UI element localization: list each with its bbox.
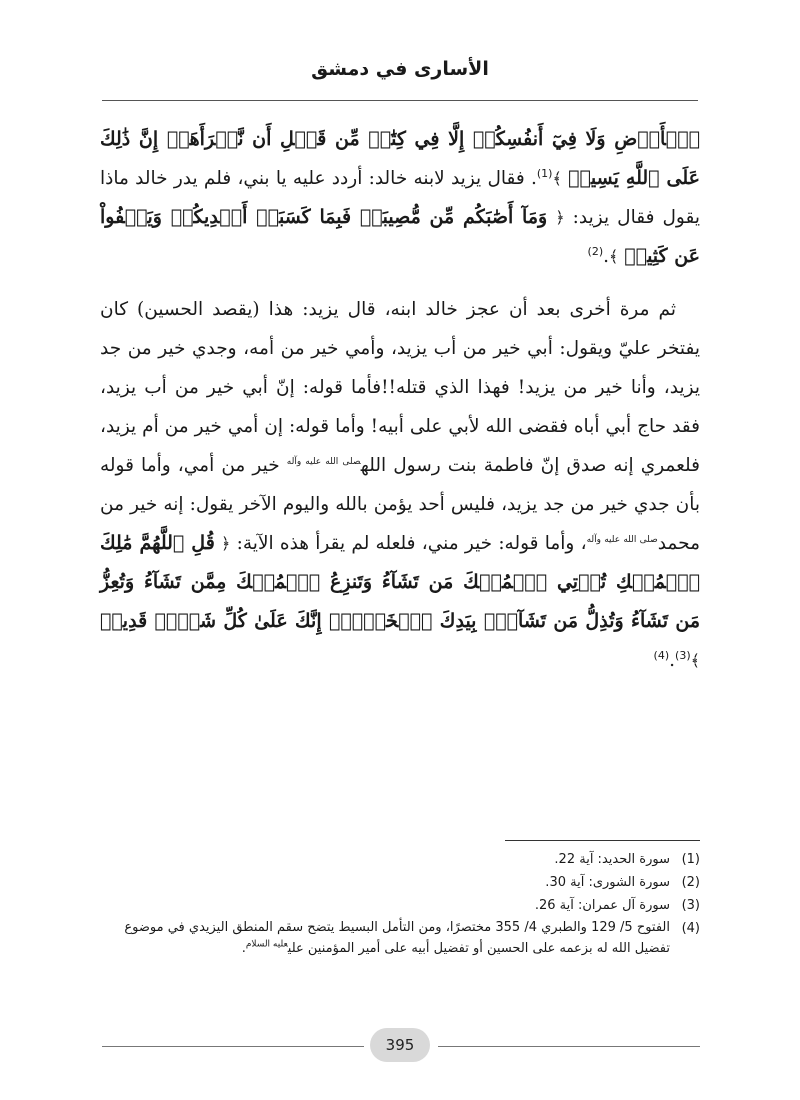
sentence-end: . bbox=[603, 246, 609, 267]
footnote-text: سورة آل عمران: آية 26. bbox=[534, 898, 670, 913]
quran-verse-3: قُلِ ٱللَّهُمَّ مَٰلِكَ ٱلۡمُلۡكِ تُؤۡتِي ٱلۡمُلۡكَ مَن تَشَآءُ وَتَنزِعُ ٱلۡمُلۡكَ مِمَّن تَشَآءُ وَتُعِزُّ مَن تَشَآءُ وَتُذِلُّ مَن تَشَآءُۖ بِيَدِكَ ٱلۡخَيۡرُۖ إِنَّكَ عَلَىٰ كُلِّ شَيۡءٖ قَدِيرٞ bbox=[100, 532, 700, 632]
footnote-number: (4) bbox=[681, 921, 700, 936]
footnote-item bbox=[110, 871, 700, 894]
footnote-number: (2) bbox=[681, 875, 700, 890]
paragraph-2-text-c: ، وأما قوله: خير مني، فلعله لم يقرأ هذه الآية: bbox=[236, 533, 587, 554]
quran-verse-1: ٱلۡأَرۡضِ وَلَا فِيٓ أَنفُسِكُمۡ إِلَّا فِي كِتَٰبٖ مِّن قَبۡلِ أَن نَّبۡرَأَهَآۚ إِنَّ ذَٰلِكَ عَلَى ٱللَّهِ يَسِيرٞ bbox=[100, 128, 700, 189]
footnote-item bbox=[110, 848, 700, 871]
footnote-number: (1) bbox=[681, 852, 700, 867]
footnote-text: سورة الحديد: آية 22. bbox=[554, 852, 670, 867]
body-text bbox=[100, 120, 700, 680]
footnote-ref-4: (4) bbox=[653, 648, 670, 662]
sentence-end: . bbox=[669, 650, 676, 671]
footnote-number: (3) bbox=[681, 898, 700, 913]
ornate-bracket-close: ﴾ bbox=[690, 651, 700, 670]
footnote-text bbox=[110, 917, 670, 959]
paragraph-2-text-b: خير من أمي، وأما قوله بأن جدي خير من جد يزيد، فليس أحد يؤمن بالله واليوم الآخر يقول: إنه خير من محمد bbox=[100, 455, 700, 554]
ornate-bracket-close: ﴾ bbox=[552, 169, 562, 188]
paragraph-2 bbox=[100, 290, 700, 680]
sentence-end: . bbox=[241, 941, 246, 956]
footnote-body: الفتوح 5/ 129 والطبري 4/ 355 مختصرًا، ومن التأمل البسيط يتضح سقم المنطق اليزيدي في موضوع تفضيل الله له بزعمه على الحسين أو تفضيل أبيه على أمير المؤمنين علي bbox=[124, 920, 670, 956]
ornate-bracket-open: ﴿ bbox=[221, 534, 231, 553]
honorific-glyph: صلى الله عليه وآله bbox=[586, 534, 658, 545]
footer-rule-right bbox=[438, 1046, 700, 1047]
ornate-bracket-open: ﴿ bbox=[555, 208, 565, 227]
footnote-text: سورة الشورى: آية 30. bbox=[545, 875, 670, 890]
honorific-glyph: صلى الله عليه وآله bbox=[286, 456, 361, 467]
honorific-glyph: عليه السلام bbox=[245, 939, 288, 950]
footnote-item bbox=[110, 894, 700, 917]
page-number: 395 bbox=[370, 1028, 430, 1062]
paragraph-2-text-a: ثم مرة أخرى بعد أن عجز خالد ابنه، قال يزيد: هذا (يقصد الحسين) كان يفتخر عليّ ويقول: أبي خير من أب يزيد، وأمي خير من أمه، وجدي خير من جد يزيد، وأنا خير من يزيد! فهذا الذي قتله!!فأما قوله: إنّ أبي خير من أب يزيد، فقد حاج أبي أباه فقضى الله لأبي على أبيه! وأما قوله: إن أمي خير من أم يزيد، فلعمري إنه صدق إنّ فاطمة بنت رسول الله bbox=[100, 299, 700, 476]
quran-verse-2: وَمَآ أَصَٰبَكُم مِّن مُّصِيبَةٖ فَبِمَا كَسَبَتۡ أَيۡدِيكُمۡ وَيَعۡفُواْ عَن كَثِيرٖ bbox=[100, 206, 700, 267]
footer-rule-left bbox=[102, 1046, 364, 1047]
header-divider bbox=[102, 100, 698, 101]
paragraph-1-text: . فقال يزيد لابنه خالد: أردد عليه يا بني، فلم يدر خالد ماذا يقول فقال يزيد: bbox=[100, 168, 700, 228]
footnote-ref-3: (3) bbox=[675, 648, 691, 662]
footnote-ref-1: (1) bbox=[536, 166, 553, 180]
ornate-bracket-close: ﴾ bbox=[609, 247, 619, 266]
running-header-title: الأسارى في دمشق bbox=[311, 58, 489, 80]
footnote-item bbox=[110, 917, 700, 959]
footnote-divider bbox=[505, 840, 700, 841]
paragraph-1 bbox=[100, 120, 700, 276]
footnote-ref-2: (2) bbox=[587, 244, 604, 258]
footnotes bbox=[110, 848, 700, 959]
